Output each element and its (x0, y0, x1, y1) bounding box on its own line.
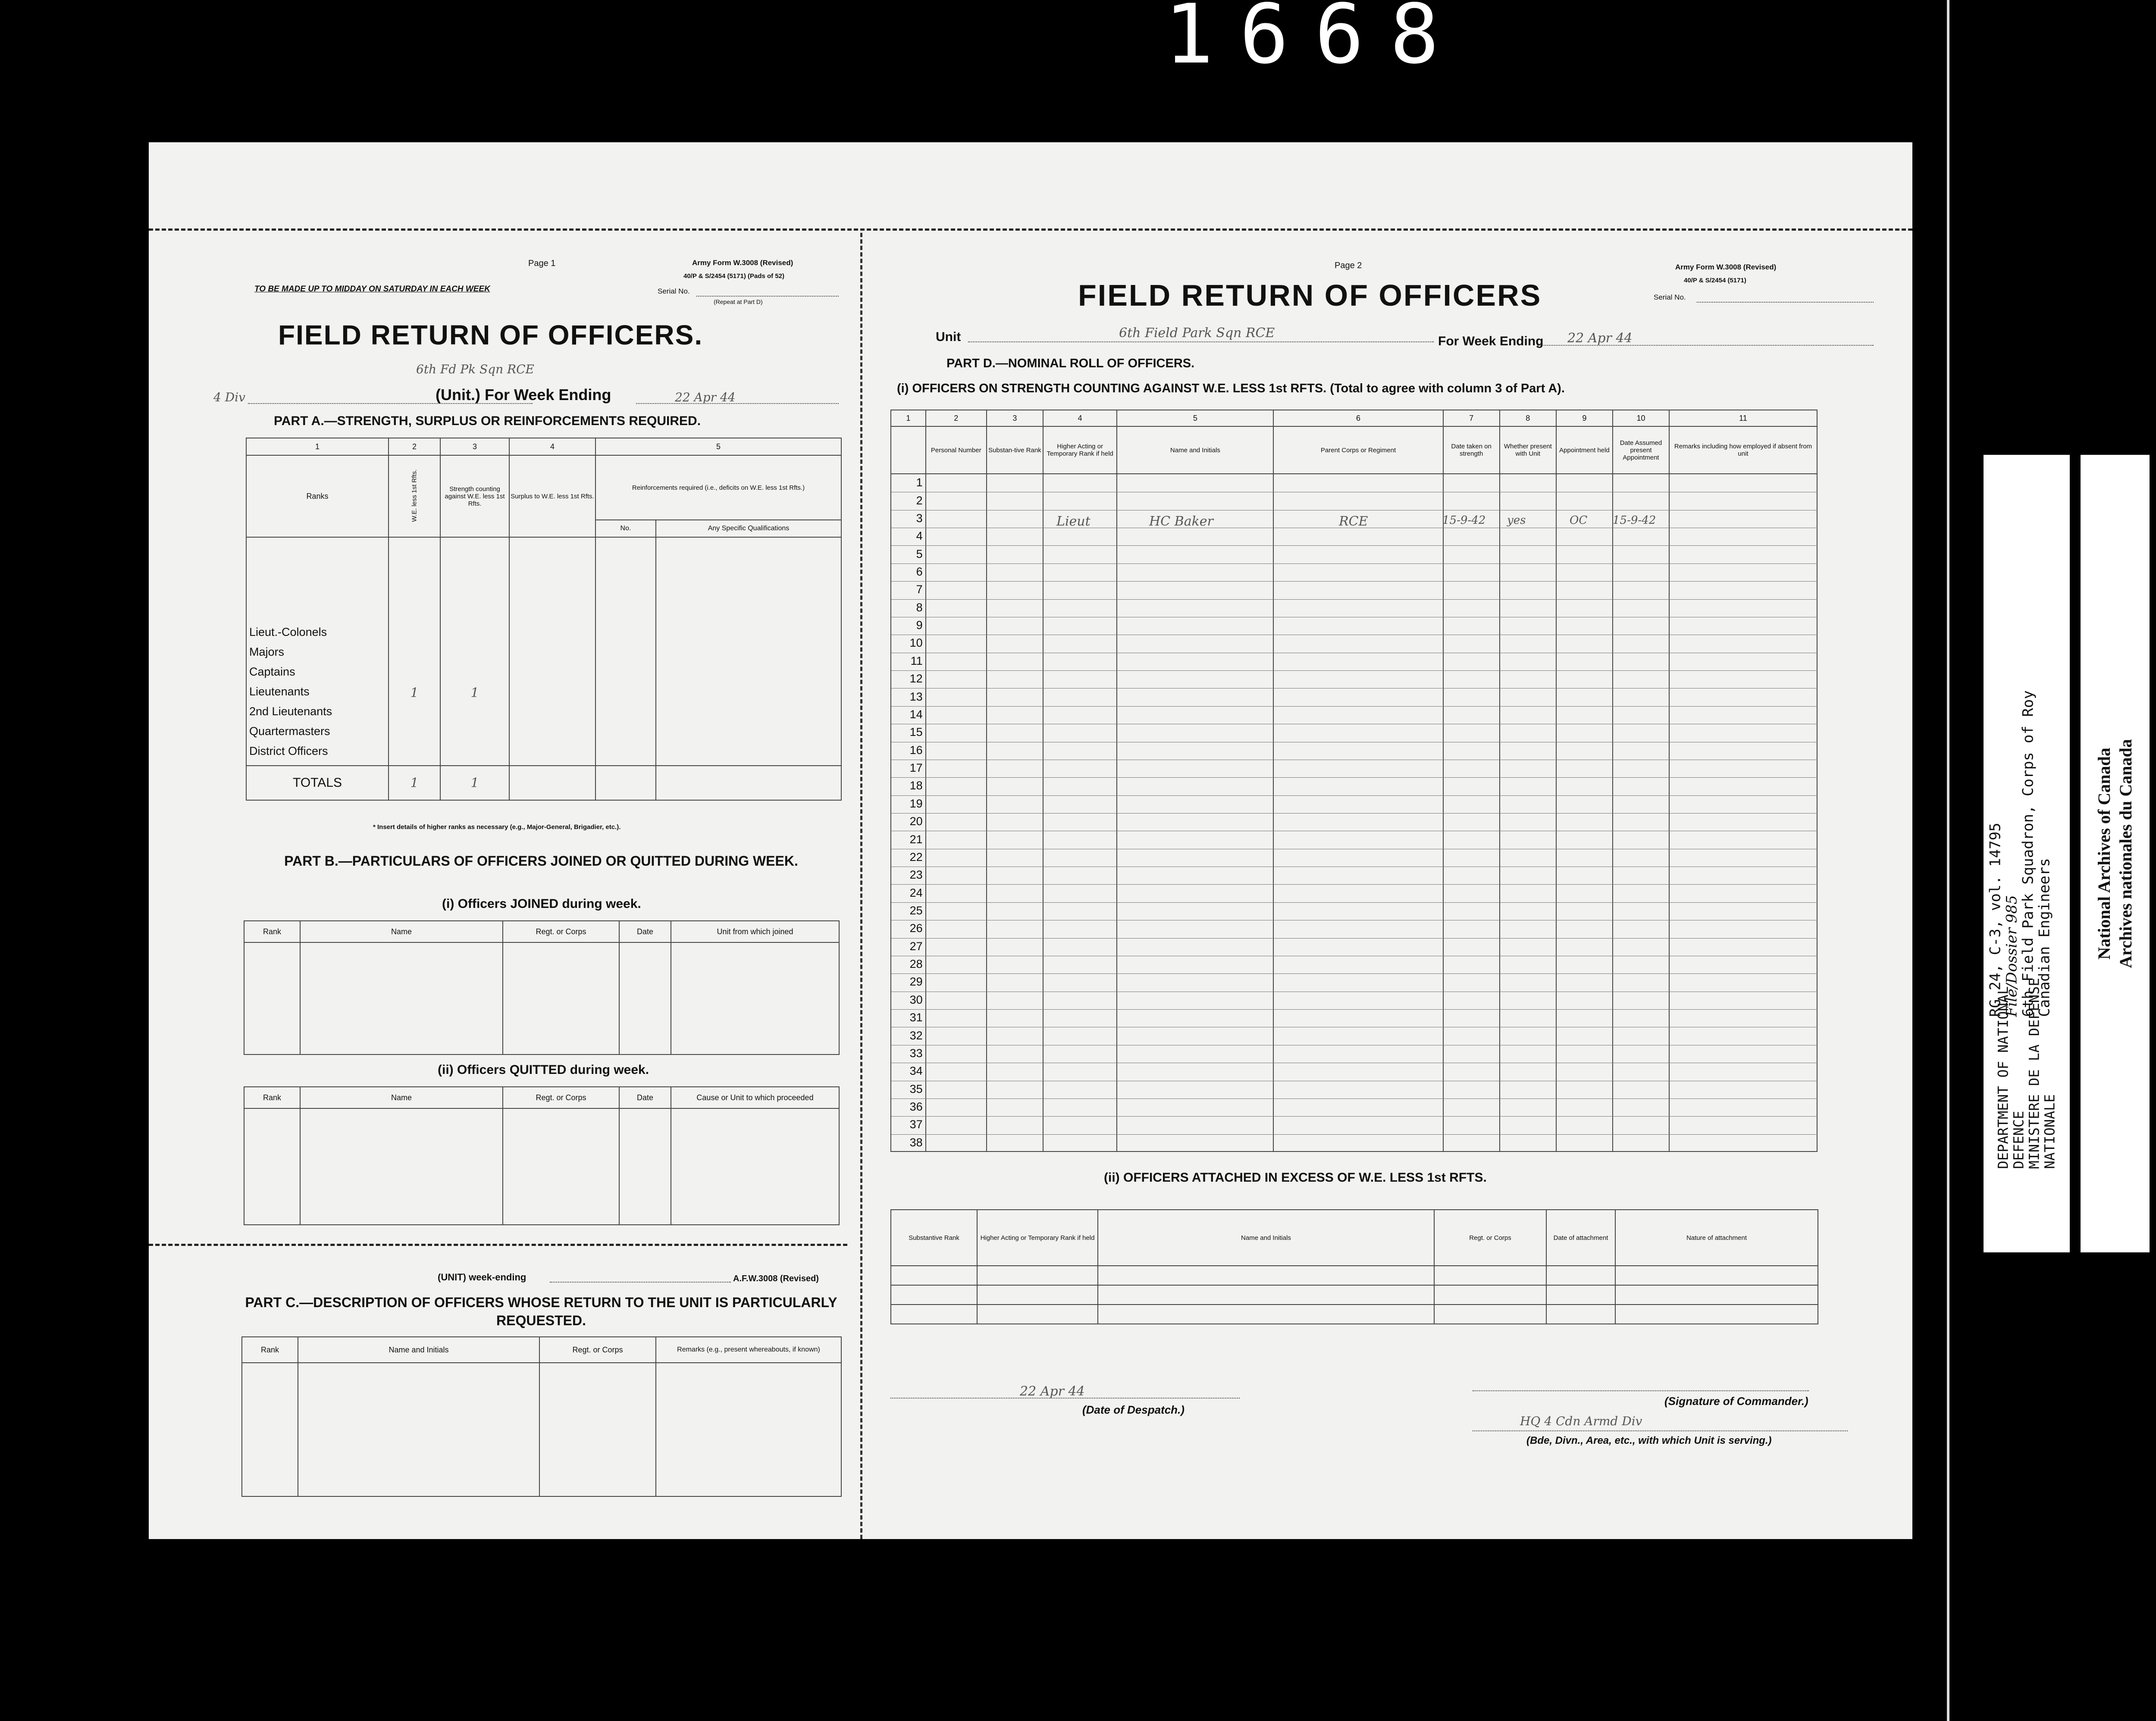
row2-date-appt-handwriting: 15-9-42 (1613, 514, 1656, 527)
row-number: 30 (909, 993, 923, 1006)
quitted-header-corps: Regt. or Corps (503, 1087, 619, 1108)
joined-header-date: Date (619, 921, 671, 942)
row-rule (891, 670, 1818, 671)
row-number: 28 (909, 958, 923, 971)
department-label: DEPARTMENT OF NATIONAL DEFENCE MINISTERE DE LA DEFENSE NATIONALE (1995, 978, 2059, 1169)
part-a-title: PART A.—STRENGTH, SURPLUS OR REINFORCEMENTS REQUIRED. (274, 414, 701, 428)
part-a-table (246, 438, 842, 801)
part-c-header-corps: Regt. or Corps (539, 1337, 656, 1363)
rank-district-officers: District Officers (249, 745, 328, 757)
reel-number: 1668 (1164, 0, 1465, 82)
row-number: 25 (909, 904, 923, 917)
part-c-form: A.F.W.3008 (Revised) (733, 1274, 819, 1283)
header-date-assumed: Date Assumed present Appointment (1613, 426, 1669, 474)
despatch-handwriting: 22 Apr 44 (1020, 1384, 1085, 1399)
part-c-table (241, 1336, 842, 1497)
row-rule (891, 599, 1818, 600)
part-d-col-1: 1 (891, 410, 926, 426)
archive-reference: RG 24, C-3, vol. 14795 File/Dossier 985 6th Field Park Squadron, Corps of Roy Canadian Engineers (1987, 690, 2054, 1017)
row-number: 23 (909, 868, 923, 882)
row-rule (891, 884, 1818, 885)
row-number: 5 (916, 547, 923, 560)
attached-header-corps: Regt. or Corps (1434, 1210, 1546, 1266)
row-number: 15 (909, 726, 923, 739)
row-number: 32 (909, 1029, 923, 1042)
row-number: 20 (909, 815, 923, 828)
archive-stamp (1984, 455, 2156, 1252)
section-ii-title: (ii) OFFICERS ATTACHED IN EXCESS OF W.E. LESS 1st RFTS. (1104, 1170, 1487, 1185)
part-c-header-name: Name and Initials (298, 1337, 539, 1363)
quitted-header-cause: Cause or Unit to which proceeded (671, 1087, 839, 1108)
row-rule (891, 1009, 1818, 1010)
national-archives-label: National Archives of Canada Archives nationales du Canada (2094, 739, 2135, 968)
part-d-col-3: 3 (987, 410, 1043, 426)
signature-label: (Signature of Commander.) (1664, 1395, 1808, 1408)
part-d-col-2: 2 (926, 410, 987, 426)
part-a-col-3: 3 (440, 438, 509, 455)
part-c-header-remarks: Remarks (e.g., present whereabouts, if known) (656, 1337, 841, 1363)
left-week-handwriting: 22 Apr 44 (675, 390, 736, 404)
row-rule (891, 1116, 1818, 1117)
attached-table (890, 1209, 1818, 1324)
part-a-footnote: * Insert details of higher ranks as necessary (e.g., Major-General, Brigadier, etc.). (373, 823, 621, 831)
row-number: 17 (909, 761, 923, 775)
part-a-col-5: 5 (595, 438, 841, 455)
right-week-handwriting: 22 Apr 44 (1567, 331, 1633, 346)
left-page-label: Page 1 (528, 259, 556, 268)
joined-header-name: Name (300, 921, 503, 942)
right-serial-label: Serial No. (1654, 293, 1686, 301)
row-number: 26 (909, 922, 923, 935)
row-number: 33 (909, 1046, 923, 1060)
left-unit-label: (Unit.) For Week Ending (436, 386, 611, 404)
left-instruction: TO BE MADE UP TO MIDDAY ON SATURDAY IN EACH WEEK (254, 285, 490, 294)
part-c-title: PART C.—DESCRIPTION OF OFFICERS WHOSE RETURN TO THE UNIT IS PARTICULARLY REQUESTED. (245, 1295, 837, 1328)
left-form-ref: 40/P & S/2454 (5171) (Pads of 52) (683, 272, 785, 280)
row-number: 34 (909, 1064, 923, 1078)
header-date-taken: Date taken on strength (1443, 426, 1500, 474)
header-substantive-rank: Substan-tive Rank (987, 426, 1043, 474)
part-d-title: PART D.—NOMINAL ROLL OF OFFICERS. (946, 357, 1195, 370)
row-number: 1 (916, 476, 923, 489)
row-rule (891, 902, 1818, 903)
part-a-col-1: 1 (246, 438, 389, 455)
left-title: FIELD RETURN OF OFFICERS. (278, 319, 703, 350)
row-rule (891, 1098, 1818, 1099)
row-number: 21 (909, 832, 923, 846)
part-c-cut-line (149, 1244, 847, 1246)
left-unit2-handwriting: 4 Div (213, 390, 245, 404)
part-d-col-7: 7 (1443, 410, 1500, 426)
right-unit-label: Unit (936, 330, 961, 344)
attached-header-higher-rank: Higher Acting or Temporary Rank if held (977, 1210, 1098, 1266)
section-i-title: (i) OFFICERS ON STRENGTH COUNTING AGAINST W.E. LESS 1st RFTS. (Total to agree with column 3 of Part A). (897, 382, 1565, 395)
part-d-col-9: 9 (1556, 410, 1613, 426)
row-number: 35 (909, 1082, 923, 1095)
strength-header: Strength counting against W.E. less 1st Rfts. (440, 455, 509, 537)
part-d-col-6: 6 (1273, 410, 1443, 426)
row-number: 29 (909, 975, 923, 989)
row2-appt-handwriting: OC (1570, 514, 1588, 527)
row-number: 22 (909, 850, 923, 864)
lieutenants-strength-value: 1 (470, 685, 479, 701)
no-header: No. (595, 520, 656, 537)
header-remarks: Remarks including how employed if absent from unit (1669, 426, 1817, 474)
row-rule (891, 563, 1818, 564)
row-number: 9 (916, 619, 923, 632)
surplus-header: Surplus to W.E. less 1st Rfts. (509, 455, 595, 537)
joined-table (244, 920, 840, 1055)
row-number: 38 (909, 1136, 923, 1149)
quitted-table (244, 1086, 840, 1225)
row-number: 27 (909, 939, 923, 953)
header-higher-rank: Higher Acting or Temporary Rank if held (1043, 426, 1117, 474)
totals-label: TOTALS (246, 766, 389, 800)
row-number: 19 (909, 797, 923, 810)
row-number: 18 (909, 779, 923, 792)
row-number: 14 (909, 707, 923, 721)
qualifications-header: Any Specific Qualifications (656, 520, 841, 537)
joined-header-rank: Rank (244, 921, 300, 942)
rank-lieut-colonels: Lieut.-Colonels (249, 626, 327, 638)
row-number: 4 (916, 529, 923, 543)
row-number: 10 (909, 636, 923, 650)
bde-handwriting: HQ 4 Cdn Armd Div (1520, 1414, 1642, 1428)
top-fold-line (149, 228, 1912, 231)
rank-list (246, 537, 389, 766)
rank-2nd-lieutenants: 2nd Lieutenants (249, 705, 332, 718)
film-edge-line (1947, 0, 1949, 1721)
row-number: 12 (909, 672, 923, 685)
row-rule (891, 938, 1818, 939)
part-d-col-11: 11 (1669, 410, 1817, 426)
right-title: FIELD RETURN OF OFFICERS (1078, 278, 1542, 312)
part-b-title: PART B.—PARTICULARS OF OFFICERS JOINED OR QUITTED DURING WEEK. (284, 853, 798, 869)
part-d-col-5: 5 (1117, 410, 1273, 426)
reinforcements-header: Reinforcements required (i.e., deficits on W.E. less 1st Rfts.) (595, 455, 841, 520)
row-number: 8 (916, 601, 923, 614)
joined-header-unit: Unit from which joined (671, 921, 839, 942)
part-d-col-4: 4 (1043, 410, 1117, 426)
row2-rank-handwriting: Lieut (1056, 514, 1091, 529)
part-a-col-2: 2 (389, 438, 440, 455)
attached-header-rank: Substantive Rank (891, 1210, 977, 1266)
header-present: Whether present with Unit (1500, 426, 1556, 474)
totals-strength-value: 1 (470, 775, 479, 791)
right-week-label: For Week Ending (1438, 334, 1544, 348)
row-rule (891, 1134, 1818, 1135)
left-unit-handwriting: 6th Fd Pk Sqn RCE (416, 362, 534, 376)
row2-present-handwriting: yes (1507, 514, 1526, 527)
row-rule (891, 545, 1818, 546)
row-number: 3 (916, 511, 923, 525)
part-d-col-8: 8 (1500, 410, 1556, 426)
right-unit-handwriting: 6th Field Park Sqn RCE (1119, 325, 1275, 341)
left-serial-note: (Repeat at Part D) (714, 298, 763, 305)
row-rule (891, 973, 1818, 974)
row-rule (891, 777, 1818, 778)
row-number: 36 (909, 1100, 923, 1114)
header-appointment: Appointment held (1556, 426, 1613, 474)
row-number: 24 (909, 886, 923, 899)
quitted-header-date: Date (619, 1087, 671, 1108)
row-number: 16 (909, 743, 923, 757)
ranks-header: Ranks (246, 455, 389, 537)
center-fold-line (860, 233, 862, 1539)
header-parent-corps: Parent Corps or Regiment (1273, 426, 1443, 474)
left-form-label: Army Form W.3008 (Revised) (692, 259, 793, 267)
row-number: 13 (909, 690, 923, 703)
header-personal-number: Personal Number (926, 426, 987, 474)
rank-captains: Captains (249, 665, 295, 678)
row-rule (891, 813, 1818, 814)
left-serial-label: Serial No. (658, 287, 690, 295)
totals-we-value: 1 (410, 775, 419, 791)
row2-corps-handwriting: RCE (1339, 514, 1368, 529)
bde-label: (Bde, Divn., Area, etc., with which Unit is serving.) (1526, 1435, 1772, 1446)
row2-name-handwriting: HC Baker (1149, 514, 1213, 529)
row-rule (891, 706, 1818, 707)
row-number: 2 (916, 494, 923, 507)
we-header: W.E. less 1st Rfts. (411, 469, 418, 522)
attached-header-name: Name and Initials (1098, 1210, 1434, 1266)
header-name: Name and Initials (1117, 426, 1273, 474)
right-form-ref: 40/P & S/2454 (5171) (1684, 277, 1746, 284)
lieutenants-we-value: 1 (410, 685, 419, 701)
row-number: 6 (916, 565, 923, 578)
quitted-title: (ii) Officers QUITTED during week. (438, 1063, 649, 1077)
attached-header-date: Date of attachment (1546, 1210, 1615, 1266)
right-page-label: Page 2 (1335, 261, 1362, 270)
rank-lieutenants: Lieutenants (249, 685, 310, 698)
joined-title: (i) Officers JOINED during week. (442, 897, 641, 911)
row-number: 37 (909, 1118, 923, 1131)
row-number: 11 (910, 654, 923, 667)
joined-header-corps: Regt. or Corps (503, 921, 619, 942)
part-c-header: (UNIT) week-ending (438, 1272, 526, 1283)
form-sheet (149, 142, 1912, 1539)
row-number: 31 (909, 1011, 923, 1024)
row-number: 7 (916, 583, 923, 596)
rank-majors: Majors (249, 645, 285, 658)
attached-header-nature: Nature of attachment (1615, 1210, 1818, 1266)
row-rule (891, 795, 1818, 796)
rank-quartermasters: Quartermasters (249, 725, 330, 738)
quitted-header-rank: Rank (244, 1087, 300, 1108)
right-form-label: Army Form W.3008 (Revised) (1675, 263, 1777, 271)
part-a-col-4: 4 (509, 438, 595, 455)
part-c-header-rank: Rank (242, 1337, 298, 1363)
date-of-despatch-label: (Date of Despatch.) (1082, 1403, 1185, 1416)
row-rule (891, 581, 1818, 582)
quitted-header-name: Name (300, 1087, 503, 1108)
row2-date-handwriting: 15-9-42 (1442, 514, 1486, 527)
row-rules (891, 474, 1818, 1152)
part-d-col-10: 10 (1613, 410, 1669, 426)
